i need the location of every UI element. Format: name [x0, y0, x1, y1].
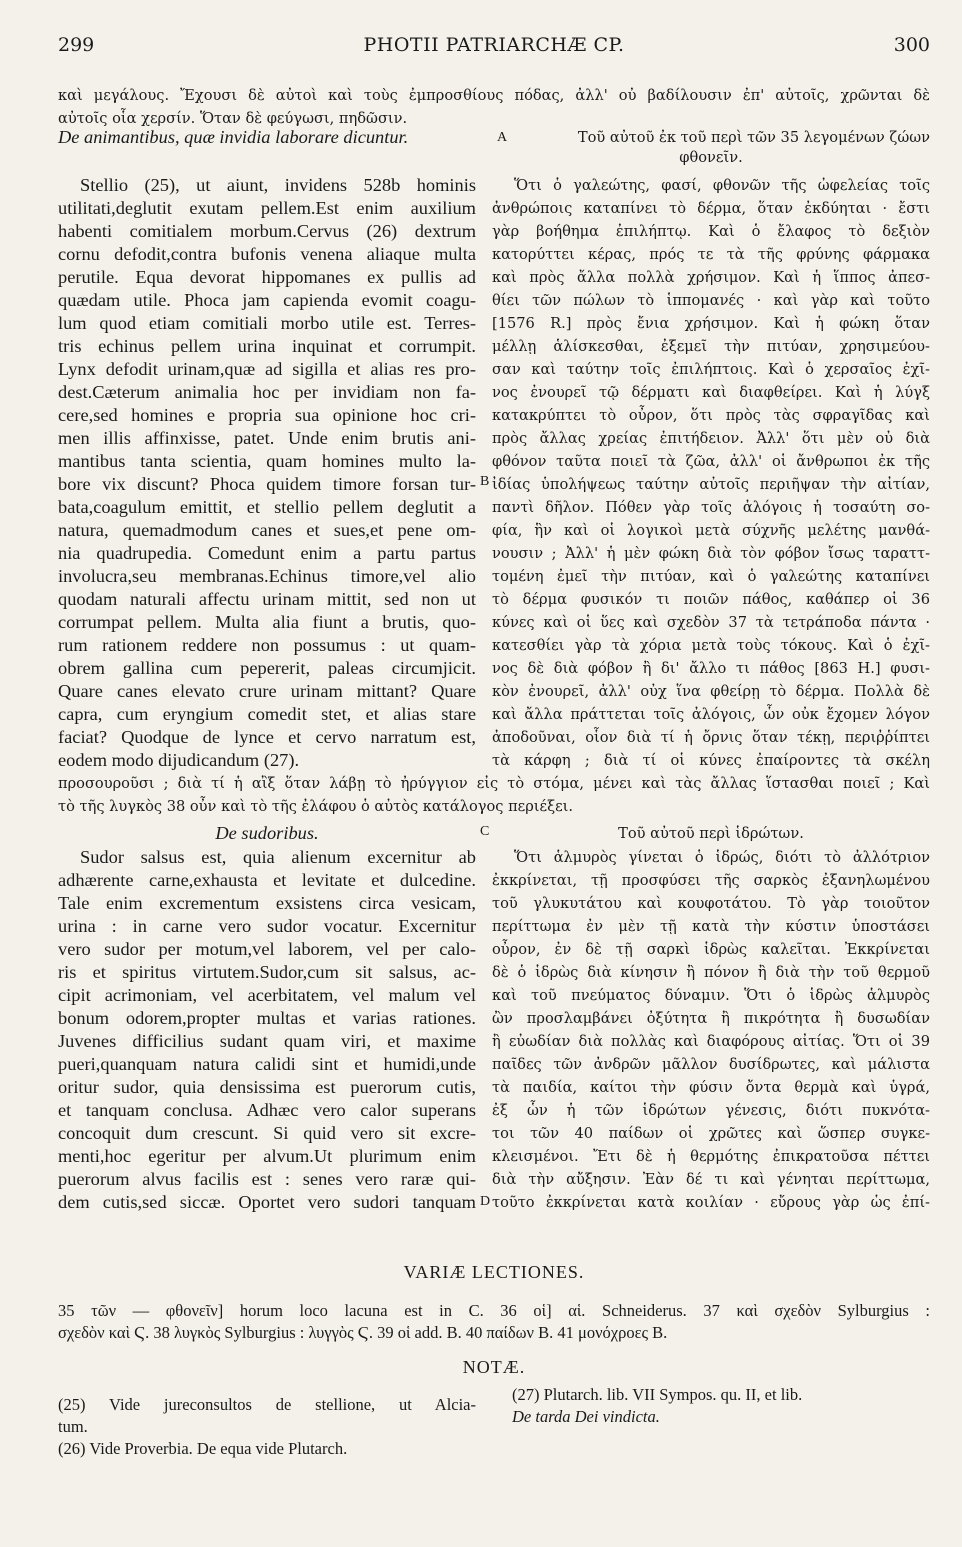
page-header — [58, 34, 930, 70]
greek-line: γὰρ βοήθημα ἐπιλήπτῳ. Καὶ ὁ ἔλαφος τὸ δεξιὸν — [492, 223, 930, 240]
greek-line: κλεισμένοι. Ἔτι δὲ ἡ θερμότης ἐπικρατοῦσα πέττει — [492, 1148, 930, 1165]
latin-line: eodem modo dijudicandum (27). — [58, 750, 300, 770]
greek-line: καὶ τοῦ πνεύματος δύναμιν. Ὅτι ὁ ἱδρὼς ἁλμυρὸς — [492, 987, 930, 1004]
greek-column-2 — [492, 846, 930, 1214]
greek-full-width — [58, 772, 930, 818]
section-title-greek-2: φθονεῖν. — [679, 149, 743, 166]
latin-line: bata,coagulum emittit, et stellio pellem deglutit a — [58, 497, 476, 517]
notae-heading: NOTÆ. — [462, 1357, 526, 1377]
greek-line: πρὸς ἄλλας χρείας ἐπιτήδειον. Ἀλλ' ὅτι μὲν οὐ διὰ — [492, 430, 930, 447]
latin-line: pueri,quanquam natura calidi sint et humidi,unde — [58, 1054, 476, 1074]
latin-line: adhærente carne,exhausta et levitate et dulcedine. — [58, 870, 476, 890]
greek-line: Ὅτι ἁλμυρὸς γίνεται ὁ ἱδρώς, διότι τὸ ἀλλότριον — [514, 849, 930, 866]
latin-line: cere,sed homines e propria sua opinione hoc cri- — [58, 405, 476, 425]
greek-line: φθόνον ταῦτα ποιεῖ τὰ ζῶα, ἀλλ' οἱ ἄνθρωποι ἐκ τῆς — [492, 453, 930, 470]
greek-line: κατακρύπτει τὸ οὖρον, ὅτι πρὸς τὰς σφραγῖδας καὶ — [492, 407, 930, 424]
greek-line: ἀνθρώποις καταπίνει τὸ δέρμα, ὅταν ἐκδύηται · ἔστι — [492, 200, 930, 217]
latin-line: men illis affinxisse, patet. Unde enim brutis ani- — [58, 428, 476, 448]
greek-line: τοῦτο ἐκκρίνεται κατὰ κοιλίαν · εὔρους γὰρ ὡς ἐπί- — [492, 1194, 930, 1211]
latin-line: Lynx defodit urinam,quæ ad sigilla et alias res pro- — [58, 359, 476, 379]
greek-line: ἀποδοῦναι, οἷον διὰ τί ἡ ὄρνις ὅταν τέκῃ, περιῤῥίπτει — [492, 729, 930, 746]
margin-marker-b: B — [480, 474, 490, 489]
latin-line: lum quod etiam comitiali morbo utile est. Terres- — [58, 313, 476, 333]
variae-lectiones — [58, 1300, 930, 1344]
latin-line: et tanquam conclusa. Adhæc vero calor superans — [58, 1100, 476, 1120]
latin-line: natura, quemadmodum canes et sues,et pene om- — [58, 520, 476, 540]
latin-column-1 — [58, 174, 476, 772]
latin-line: Stellio (25), ut aiunt, invidens 528b hominis — [80, 175, 476, 195]
latin-line: Juvenes difficilius sudant quam viri, et maxime — [58, 1031, 476, 1051]
latin-line: ris et spiritus virtutem.Sudor,cum sit salsus, ac- — [58, 962, 476, 982]
latin-line: mantibus tanta scientia, quam homines multo la- — [58, 451, 476, 471]
greek-line: καὶ ἄλλα πράττεται τοῖς ἀλόγοις, ὧν οὐκ ἔχομεν λόγον — [492, 706, 930, 723]
note-line: (27) Plutarch. lib. VII Sympos. qu. II, et lib. — [512, 1385, 803, 1404]
greek-line: νουσιν ; Ἀλλ' ἡ μὲν φώκη διὰ τὸν φόβον ἴσως ταραττ- — [492, 545, 930, 562]
latin-line: bore vix discunt? Phoca quidem timore forsan tur- — [58, 474, 476, 494]
latin-line: oritur sudor, quia densissima est puerorum cutis, — [58, 1077, 476, 1097]
notes-left — [58, 1394, 476, 1460]
greek-line: τοι τῶν 40 παίδων οἱ χρῶτες καὶ ὥσπερ συγκε- — [492, 1125, 930, 1142]
latin-line: puerorum alvus facilis est : senes vero raræ qui- — [58, 1169, 476, 1189]
greek-line: [1576 R.] πρὸς ἔνια χρήσιμον. Καὶ ἡ φώκη ὅταν — [492, 315, 930, 332]
greek-line: οὖρον, ἐν δὲ τῇ σαρκὶ ἱδρὼς καλεῖται. Ἐκκρίνεται — [492, 941, 930, 958]
section-title-latin-2: De sudoribus. — [215, 823, 319, 843]
greek-line: τοῦ γλυκυτάτου καὶ κουφοτάτου. Τὸ γὰρ τοιοῦτον — [492, 895, 930, 912]
greek-line: καὶ πρὸς ἄλλα πολλὰ χρήσιμον. Καὶ ἡ ἵππος ἀπεσ- — [492, 269, 930, 286]
latin-line: menti,hoc egeritur per alvum.Ut plurimum enim — [58, 1146, 476, 1166]
latin-column-2 — [58, 846, 476, 1214]
section-title-greek-2: Τοῦ αὐτοῦ περὶ ἱδρώτων. — [618, 825, 804, 842]
margin-marker-a: A — [497, 130, 508, 145]
greek-line: παντὶ δῆλον. Πόθεν γὰρ τοῖς ἀλόγοις ἡ τοσαύτη σο- — [492, 499, 930, 516]
latin-line: faciat? Quodque de lynce et cervo narratum est, — [58, 727, 476, 747]
variae-lectiones-heading: VARIÆ LECTIONES. — [403, 1262, 585, 1282]
latin-line: tris echinus pellem urina inquinat et corrumpit. — [58, 336, 476, 356]
greek-line: τὰ κάρφη ; διὰ τί οἱ κύνες ἐπαίροντες τὰ σκέλη — [492, 752, 930, 769]
greek-line: κύνες καὶ οἱ ὕες καὶ σχεδὸν 37 τὰ τετράποδα πάντα · — [492, 614, 930, 631]
note-line: tum. — [58, 1417, 88, 1436]
running-title: PHOTII PATRIARCHÆ CP. — [363, 34, 625, 56]
greek-line: περίττωμα ἐν μὲν τῇ κατὰ τὴν κύστιν ὑποστάσει — [492, 918, 930, 935]
greek-line: ἐξ ὧν ἡ τῶν ἱδρώτων γένεσις, διότι πυκνότα- — [492, 1102, 930, 1119]
latin-line: corrumpat pellem. Multa alia fiunt a brutis, quo- — [58, 612, 476, 632]
page-number-left: 299 — [58, 34, 95, 56]
latin-line: habenti comitialem morbum.Cervus (26) dextrum — [58, 221, 476, 241]
variant-line: 35 τῶν — φθονεῖν] horum loco lacuna est in C. 36 οἱ] αἱ. Schneiderus. 37 καὶ σχεδὸν Sylburgius : — [58, 1301, 930, 1320]
greek-line: δὲ ὁ ἱδρὼς διὰ κίνησιν ἢ πόνον ἢ διὰ τὴν τοῦ θερμοῦ — [492, 964, 930, 981]
notes-right — [512, 1384, 930, 1428]
greek-line: κὸν ἐνουρεῖ, ἀλλ' οὐχ ἵνα φθείρῃ τὸ δέρμα. Πολλὰ δὲ — [492, 683, 930, 700]
greek-line: σαν καὶ ταύτην τοῖς ἐπιλήπτοις. Καὶ ὁ χερσαῖος ἐχῖ- — [492, 361, 930, 378]
greek-line: τὰ παιδία, καίτοι τὴν φύσιν ὄντα θερμὰ καὶ ὑγρά, — [492, 1079, 930, 1096]
greek-line: κατεσθίει γὰρ τὰ χόρια μετὰ τοὺς τόκους. Καὶ ὁ ἐχῖ- — [492, 637, 930, 654]
greek-line: ἢ εὐωδίαν διὰ πολλὰς καὶ διαφόρους αἰτίας. Ὅτι οἱ 39 — [492, 1033, 930, 1050]
latin-line: concoquit dum crescunt. Si quid vero sit excre- — [58, 1123, 476, 1143]
greek-line: αὐτοῖς οἷα χερσίν. Ὅταν δὲ φεύγωσι, πηδῶσιν. — [58, 110, 408, 127]
greek-line: τὸ τῆς λυγκὸς 38 οὖν καὶ τὸ τῆς ἐλάφου ὁ αὐτὸς κατάλογος περιέξει. — [58, 798, 574, 815]
greek-column-1 — [492, 174, 930, 772]
variant-line: σχεδὸν καὶ Ϛ. 38 λυγκὸς Sylburgius : λυγγὸς Ϛ. 39 οἱ add. B. 40 παίδων B. 41 μονόχροες B. — [58, 1323, 668, 1342]
latin-line: rum rationem reddere non possumus : ut quam- — [58, 635, 476, 655]
latin-line: quodam naturali affectu urinam mittit, sed non ut — [58, 589, 476, 609]
greek-line: τὸ δέρμα φυσικόν τι ποιῶν πάθος, καθάπερ οἱ 36 — [492, 591, 930, 608]
latin-line: quædam utile. Phoca jam capienda evomit coagu- — [58, 290, 476, 310]
latin-line: Quare canes elevato crure urinam mittant? Quare — [58, 681, 476, 701]
greek-line: Ὅτι ὁ γαλεώτης, φασί, φθονῶν τῆς ὠφελείας τοῖς — [514, 177, 930, 194]
greek-line: τομένη ἐμεῖ τὴν πιτύαν, καὶ ὁ γαλεώτης καταπίνει — [492, 568, 930, 585]
latin-line: cipit acrimoniam, vel acerbitatem, vel malum vel — [58, 985, 476, 1005]
latin-line: utilitati,deglutit exutam pellem.Est enim auxilium — [58, 198, 476, 218]
latin-line: cornu defodit,contra bufonis venena aliaque multa — [58, 244, 476, 264]
greek-line: προσουροῦσι ; διὰ τί ἡ αἲξ ὅταν λάβῃ τὸ ἠρύγγιον εἰς τὸ στόμα, μένει καὶ τὰς ἄλλας ἵστασθαι ποιεῖ ; Καὶ — [58, 775, 930, 792]
greek-line: φία, ἣν καὶ οἱ λογικοὶ μετὰ σύχνῆς μελέτης μανθά- — [492, 522, 930, 539]
page-number-right: 300 — [893, 34, 930, 56]
latin-line: capra, cum eryngium comedit stet, et alias stare — [58, 704, 476, 724]
latin-line: obrem gallina cum pepererit, paleas circumjicit. — [58, 658, 476, 678]
greek-line: ἰδίας ὑπολήψεως ταύτην αὐτοῖς περιῆψαν τὴν αἰτίαν, — [492, 476, 930, 493]
greek-line: μέλλῃ ἁλίσκεσθαι, ἐξεμεῖ τὴν πιτύαν, χρησιμεύου- — [492, 338, 930, 355]
latin-line: perutile. Equa devorat hippomanes ex pullis ad — [58, 267, 476, 287]
latin-line: nia quadrupedia. Comedunt enim a partu partus — [58, 543, 476, 563]
latin-line: dest.Cæterum animalia hoc per invidiam non fa- — [58, 382, 476, 402]
note-line: De tarda Dei vindicta. — [512, 1407, 660, 1426]
greek-line: κατορύττει κέρας, πρός τε τὰ τῆς φρύνης φάρμακα — [492, 246, 930, 263]
section-title-latin: De animantibus, quæ invidia laborare dicuntur. — [58, 127, 409, 147]
greek-line: διὰ τὴν αὔξησιν. Ἐὰν δέ τι καὶ γένηται περίττωμα, — [492, 1171, 930, 1188]
greek-line: ἐκκρίνεται, τῇ προσφύσει τῆς σαρκὸς ἐξανηλωμένου — [492, 872, 930, 889]
greek-line: παῖδες τῶν ἀνδρῶν μᾶλλον δυσίδρωτες, καὶ μάλιστα — [492, 1056, 930, 1073]
margin-marker-c: C — [480, 824, 490, 839]
top-greek-block — [58, 84, 930, 130]
latin-line: vero sudor per motum,vel laborem, vel per calo- — [58, 939, 476, 959]
latin-line: bonum odorem,propter multas et varias rationes. — [58, 1008, 476, 1028]
latin-line: urina : in carne vero sudor vocatur. Excernitur — [58, 916, 476, 936]
section-title-greek: Τοῦ αὐτοῦ ἐκ τοῦ περὶ τῶν 35 λεγομένων ζώων — [577, 129, 930, 146]
latin-line: Sudor salsus est, quia alienum excernitur ab — [80, 847, 476, 867]
latin-line: Tale enim excrementum exsistens circa vesicam, — [58, 893, 476, 913]
margin-marker-d: D — [480, 1194, 491, 1209]
note-line: (26) Vide Proverbia. De equa vide Plutarch. — [58, 1439, 348, 1458]
latin-line: involucra,seu membranas.Echinus timore,vel alio — [58, 566, 476, 586]
greek-line: ὢν προσλαμβάνει ὀξύτητα ἢ πικρότητα ἢ δυσωδίαν — [492, 1010, 930, 1027]
note-line: (25) Vide jureconsultos de stellione, ut Alcia- — [58, 1395, 476, 1414]
greek-line: θίει τῶν πώλων τὸ ἱππομανές · καὶ γὰρ καὶ τοῦτο — [492, 292, 930, 309]
greek-line: νος δὲ διὰ φόβον ἢ δι' ἄλλο τι πάθος [863 H.] φυσι- — [492, 660, 930, 677]
latin-line: dem cutis,sed siccæ. Oportet vero sudori tanquam — [58, 1192, 476, 1212]
greek-line: καὶ μεγάλους. Ἔχουσι δὲ αὐτοὶ καὶ τοὺς ἐμπροσθίους πόδας, ἀλλ' οὐ βαδίλουσιν ἐπ' αὐτοῖς, χρῶνται δὲ — [58, 87, 930, 104]
greek-line: νος ἐνουρεῖ τῷ δέρματι καὶ διαφθείρει. Καὶ ἡ λύγξ — [492, 384, 930, 401]
